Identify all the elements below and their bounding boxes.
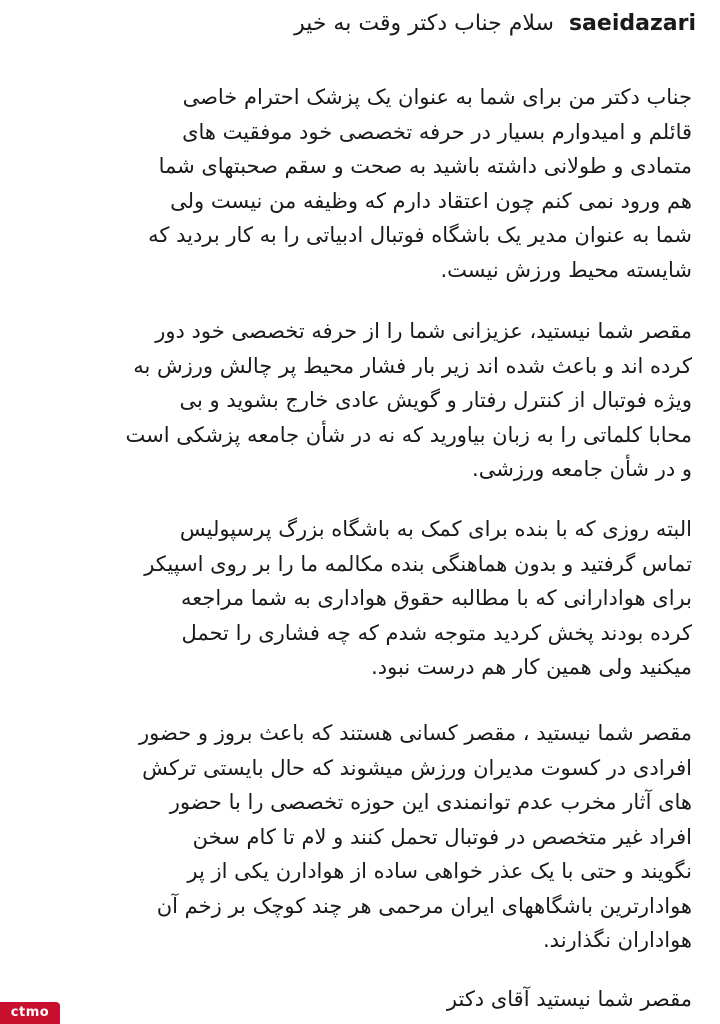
caption-line: متمادی و طولانی داشته باشید به صحت و سقم صحبتهای شما (158, 154, 692, 178)
caption-line: شما به عنوان مدیر یک باشگاه فوتبال ادبیاتی را به کار بردید که (148, 223, 692, 247)
caption-line: ویژه فوتبال از کنترل رفتار و گویش عادی خارج بشوید و بی (179, 388, 692, 412)
caption-line: نگویند و حتی با یک عذر خواهی ساده از هوادارن یکی از پر (187, 859, 692, 883)
caption-line: افرادی در کسوت مدیران ورزش میشوند که حال بایستی ترکش (142, 755, 692, 780)
caption-line: شایسته محیط ورزش نیست. (440, 257, 692, 282)
caption-line: برای هوادارانی که با مطالبه حقوق هواداری به شما مراجعه (181, 586, 692, 610)
caption-line: محابا کلماتی را به زبان بیاورید که نه در شأن جامعه پزشکی است (125, 422, 692, 447)
caption-paragraph-4 (24, 716, 692, 958)
caption-paragraph-3 (24, 512, 692, 685)
caption-paragraph-2 (24, 314, 692, 487)
username-link[interactable]: saeidazari (568, 11, 696, 36)
caption-line: میکنید ولی همین کار هم درست نبود. (371, 655, 692, 679)
caption-line: کرده بودند پخش کردید متوجه شدم که چه فشاری را تحمل (181, 620, 692, 645)
greeting-text: سلام جناب دکتر وقت به خیر (294, 11, 554, 36)
caption-line: مقصر شما نیستید آقای دکتر (446, 987, 692, 1011)
post-header (20, 6, 696, 42)
caption-line: های آثار مخرب عدم توانمندی این حوزه تخصصی را با حضور (169, 790, 692, 814)
caption-line: جناب دکتر من برای شما به عنوان یک پزشک احترام خاصی (182, 85, 692, 109)
caption-paragraph-5 (24, 982, 692, 1017)
caption-paragraph-1 (24, 80, 692, 287)
caption-line: قائلم و امیدوارم بسیار در حرفه تخصصی خود موفقیت های (182, 119, 692, 144)
caption-line: تماس گرفتید و بدون هماهنگی بنده مکالمه ما را بر روی اسپیکر (144, 551, 692, 576)
caption-line: افراد غیر متخصص در فوتبال تحمل کنند و لام تا کام سخن (192, 824, 692, 849)
caption-line: کرده اند و باعث شده اند زیر بار فشار محیط پر چالش ورزش به (133, 353, 692, 378)
caption-line: البته روزی که با بنده برای کمک به باشگاه بزرگ پرسپولیس (179, 517, 692, 541)
ctmo-logo: ctmo (0, 1002, 60, 1024)
caption-line: مقصر شما نیستید ، مقصر کسانی هستند که باعث بروز و حضور (139, 721, 692, 745)
caption-line: هم ورود نمی کنم چون اعتقاد دارم که وظیفه من نیست ولی (170, 188, 692, 213)
caption-line: و در شأن جامعه ورزشی. (472, 457, 692, 481)
caption-line: مقصر شما نیستید، عزیزانی شما را از حرفه تخصصی خود دور (155, 319, 692, 343)
caption-line: هوادارترین باشگاههای ایران مرحمی هر چند کوچک بر زخم آن (156, 893, 692, 918)
caption-line: هواداران نگذارند. (543, 928, 692, 952)
